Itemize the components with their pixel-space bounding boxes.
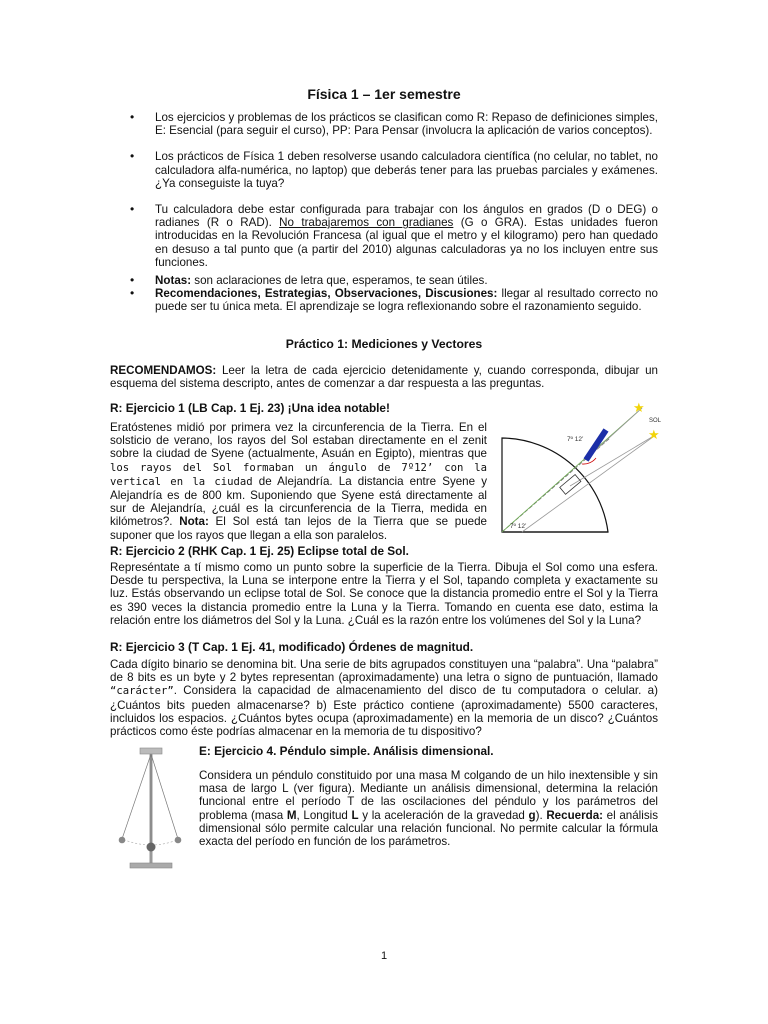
exercise-4-text-part: ). (535, 808, 547, 822)
exercise-4-text-part: el análisis dimensional sólo permite calcular una relación funcional. No permite calcular la fórmula exacta del período en función de los parámetros. (199, 808, 658, 849)
page-number: 1 (380, 950, 388, 962)
exercise-1-text-part: de Alejandría. La distancia entre Syene y Alejandría es de 800 km. Suponiendo que Syene está directamente al sur de Alejandría, ¿cuál es la circunferencia de la Tierra, medida en kilómetros?. (110, 474, 488, 529)
sun-star-icon: ★ (648, 427, 660, 442)
intro-bullet (110, 203, 658, 269)
angle-label: 7º 12’ (510, 523, 527, 530)
exercise-4-bold: g (528, 808, 536, 822)
intro-list (110, 111, 658, 314)
pendulum-mass-icon (147, 843, 156, 852)
eratosthenes-figure (492, 398, 668, 538)
exercise-1-text (110, 421, 487, 542)
page-title: Física 1 – 1er semestre (307, 86, 461, 102)
pendulum-top-support (140, 748, 162, 754)
pendulum-string (151, 754, 178, 839)
bullet-text: (G o GRA). Estas unidades fueron introducidas en la Revolución Francesa (al igual que el metro y el kilogramo) pero han quedado en desuso a tal punto que (a partir del 2010) algunas calculadoras ya no los incluyen entre sus funciones. (155, 216, 658, 269)
pendulum-figure (108, 746, 190, 872)
sun-star-icon: ★ (633, 400, 645, 415)
bullet-bold-lead: Notas: (155, 274, 192, 288)
bullet-text: Los prácticos de Física 1 deben resolverse usando calculadora científica (no celular, no tablet, no calculadora alfa-numérica, no laptop) que deberás tener para las pruebas parciales y exámenes. ¿Ya conseguiste la tuya? (155, 150, 658, 190)
recommendation-paragraph (110, 364, 658, 390)
bullet-underlined-text: No trabajaremos con gradianes (279, 216, 454, 230)
bullet-text: son aclaraciones de letra que, esperamos, te sean útiles. (191, 274, 488, 288)
sun-ray-line (522, 434, 657, 532)
exercise-4-bold: Recuerda: (546, 808, 604, 822)
exercise-4-text-part: y la aceleración de la gravedad (358, 808, 529, 822)
intro-bullet (110, 274, 658, 287)
recommendation-text: Leer la letra de cada ejercicio detenidamente y, cuando corresponda, dibujar un esquema del sistema descripto, antes de comenzar a dar respuesta a las preguntas. (110, 364, 658, 391)
bullet-text: Los ejercicios y problemas de los prácticos se clasifican como R: Repaso de definiciones simples, E: Esencial (para seguir el curso), PP: Para Pensar (involucra la aplicación de varios conceptos). (155, 111, 658, 138)
pendulum-mass-icon (119, 837, 126, 844)
exercise-4-text (199, 769, 658, 848)
intro-bullet (110, 150, 658, 190)
exercise-4-text-part: Considera un péndulo constituido por una masa M colgando de un hilo inextensible y sin masa de largo L (ver figura). Mediante un análisis dimensional, determina la relación funcional entre el período T de las oscilaciones del péndulo y los parámetros del problema (masa (199, 769, 658, 822)
exercise-1-text-part: El Sol está tan lejos de la Tierra que se puede suponer que los rayos que llegan a ella son paralelos. (110, 515, 487, 542)
recommendation-lead: RECOMENDAMOS: (110, 364, 217, 377)
exercise-3-heading: R: Ejercicio 3 (T Cap. 1 Ej. 41, modificado) Órdenes de magnitud. (110, 640, 474, 654)
intro-bullet (110, 111, 658, 137)
practico-title: Práctico 1: Mediciones y Vectores (285, 337, 483, 351)
exercise-3-text-part: . Considera la capacidad de almacenamiento del disco de tu computadora o celular. a) ¿Cuántos bits pueden almacenarse? b) Este práctico contiene (aproximadamente) 5500 caracteres, incluidos los espacios. ¿Cuántos bytes ocupa (aproximadamente) en la memoria de un disco? ¿Cuántos prácticos como éste podrías almacenar en la memoria de tu dispositivo? (110, 684, 658, 739)
bullet-bold-lead: Recomendaciones, Estrategias, Observaciones, Discusiones: (155, 287, 498, 301)
pendulum-mass-icon (175, 837, 182, 844)
exercise-4-bold: L (351, 808, 359, 822)
bullet-text: Tu calculadora debe estar configurada para trabajar con los ángulos en grados (D o DEG) o radianes (R o RAD). (155, 203, 658, 230)
exercise-1-text-part: Eratóstenes midió por primera vez la circunferencia de la Tierra. En el solsticio de verano, los rayos del Sol estaban directamente en el zenit sobre la ciudad de Syene (actualmente, Asuán en Egipto), mientras que (110, 421, 487, 461)
bullet-text: llegar al resultado correcto no puede ser tu única meta. El aprendizaje se logra reflexionando sobre el razonamiento seguido. (155, 287, 658, 314)
angle-label: 7º 12’ (567, 436, 584, 443)
obelisk-icon (586, 430, 606, 460)
exercise-1-heading: R: Ejercicio 1 (LB Cap. 1 Ej. 23) ¡Una idea notable! (110, 401, 390, 415)
exercise-2-text: Represéntate a tí mismo como un punto sobre la superficie de la Tierra. Dibuja el Sol como una esfera. Desde tu perspectiva, la Luna se interpone entre la Tierra y el Sol, tapando completa y exactamente su luz. Estás observando un eclipse total de Sol. Se conoce que la distancia promedio entre el Sol y la Tierra es 390 veces la distancia promedio entre la Luna y la Tierra. Tomando en cuenta ese dato, estima la relación entre los diámetros del Sol y la Luna. ¿Cuál es la razón entre los volúmenes del Sol y la Luna? (110, 561, 658, 627)
pendulum-string (122, 754, 151, 839)
pendulum-base (130, 863, 172, 868)
exercise-3-text (110, 658, 658, 738)
exercise-3-text-part: Cada dígito binario se denomina bit. Una serie de bits agrupados constituyen una “palabra”. Una “palabra” de 8 bits es un byte y 2 bytes representan (aproximadamente) una letra o signo de puntuación, llamado (110, 658, 658, 685)
intro-bullet (110, 287, 658, 313)
exercise-1-mono-text: los rayos del Sol formaban un ángulo de 7º12’ con la vertical en la ciudad (110, 461, 487, 488)
exercise-4-heading: E: Ejercicio 4. Péndulo simple. Análisis dimensional. (199, 744, 494, 758)
sun-label: SOL (649, 418, 662, 424)
exercise-1-note-lead: Nota: (179, 515, 209, 529)
exercise-2-heading: R: Ejercicio 2 (RHK Cap. 1 Ej. 25) Eclipse total de Sol. (110, 544, 409, 558)
exercise-3-mono-text: “carácter” (110, 685, 174, 698)
exercise-4-bold: M (286, 808, 297, 822)
exercise-4-text-part: , Longitud (296, 808, 352, 822)
